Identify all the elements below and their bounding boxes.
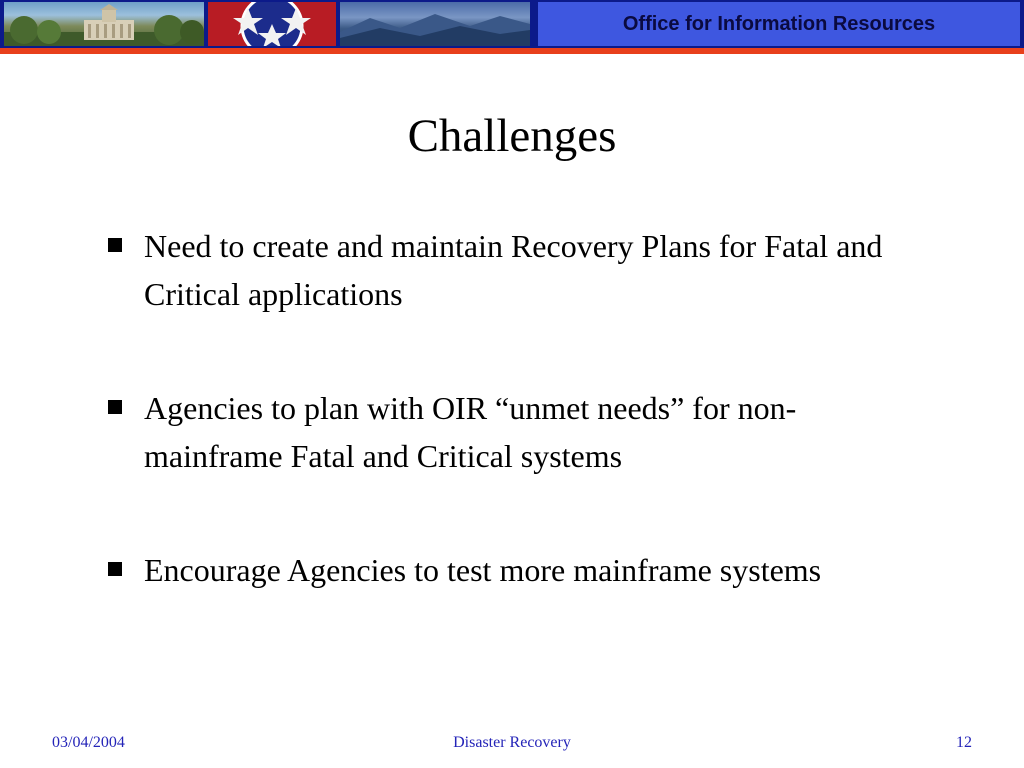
bullet-item	[108, 546, 928, 594]
bullet-item	[108, 384, 928, 480]
mountains-photo	[340, 2, 530, 46]
office-title-box	[536, 2, 1020, 46]
capitol-photo	[4, 2, 204, 46]
tri-star-flag-photo	[208, 2, 336, 46]
bullet-text: Encourage Agencies to test more mainframe systems	[144, 552, 822, 588]
bullet-list	[108, 222, 928, 594]
header-banner	[0, 0, 1024, 48]
square-bullet-icon	[108, 238, 122, 252]
page-number: 12	[956, 734, 972, 751]
square-bullet-icon	[108, 400, 122, 414]
header-divider	[0, 48, 1024, 54]
footer-title: Disaster Recovery	[453, 734, 571, 751]
bullet-text: Agencies to plan with OIR “unmet needs” for non-mainframe Fatal and Critical systems	[144, 390, 797, 474]
square-bullet-icon	[108, 562, 122, 576]
bullet-text: Need to create and maintain Recovery Plans for Fatal and Critical applications	[144, 228, 883, 312]
bullet-item	[108, 222, 928, 318]
footer-date: 03/04/2004	[52, 734, 125, 751]
slide-title: Challenges	[407, 110, 617, 162]
office-title: Office for Information Resources	[622, 13, 936, 35]
